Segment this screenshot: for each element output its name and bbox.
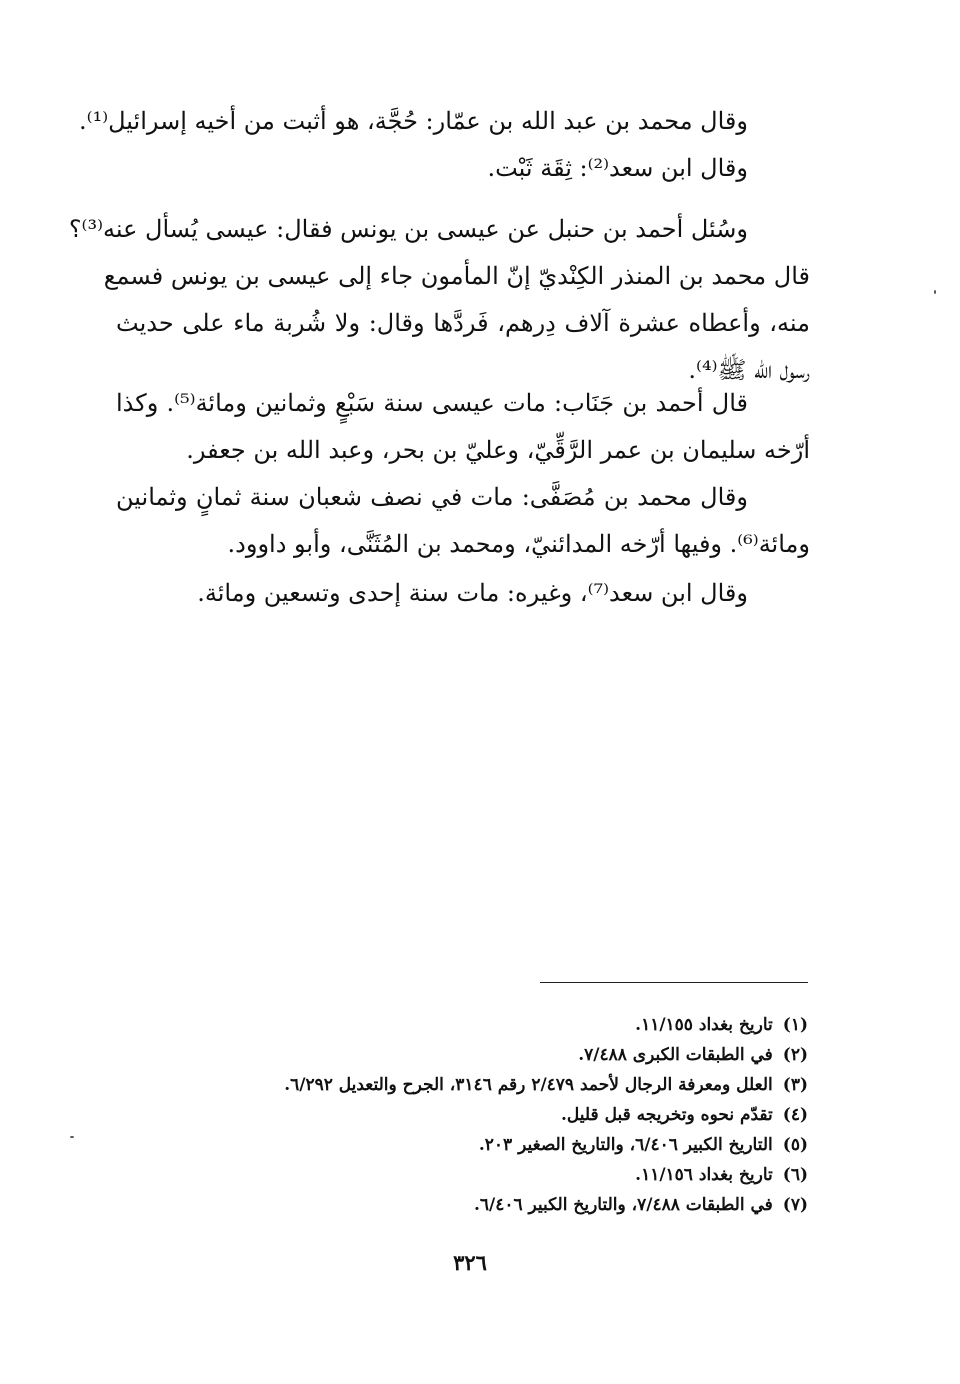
- footnote-text: العلل ومعرفة الرجال لأحمد ٢/٤٧٩ رقم ٣١٤٦، الجرح والتعديل ٦/٢٩٢.: [284, 1075, 773, 1095]
- paragraph-1: [79, 98, 810, 192]
- footnote-number: (٧): [782, 1195, 808, 1215]
- text-line: وسُئل أحمد بن حنبل عن عيسى بن يونس فقال: عيسى يُسأل عنه⁽³⁾؟: [68, 215, 748, 243]
- text-line: وقال ابن سعد⁽⁷⁾، وغيره: مات سنة إحدى وتسعين ومائة.: [197, 579, 748, 607]
- footnote-item: [200, 1070, 808, 1100]
- paragraph-4: [116, 474, 810, 568]
- footnote-item: [200, 1010, 808, 1040]
- footnote-number: (٣): [782, 1075, 808, 1095]
- text-line: أرّخه سليمان بن عمر الرَّقِّيّ، وعليّ بن بحر، وعبد الله بن جعفر.: [186, 436, 810, 464]
- footnote-text: تاريخ بغداد ١١/١٥٦.: [635, 1165, 773, 1185]
- footnote-item: [200, 1130, 808, 1160]
- footnote-number: (٥): [782, 1135, 808, 1155]
- text-line: وقال محمد بن مُصَفَّى: مات في نصف شعبان سنة ثمانٍ وثمانين: [116, 483, 748, 511]
- paragraph-3: [116, 380, 810, 474]
- footnote-number: (٦): [782, 1165, 808, 1185]
- text-line: منه، وأعطاه عشرة آلاف دِرهم، فَردَّها وقال: ولا شُربة ماء على حديث: [116, 309, 811, 337]
- scan-speck: [70, 1136, 74, 1138]
- text-line: ومائة⁽⁶⁾. وفيها أرّخه المدائنيّ، ومحمد بن المُثَنَّى، وأبو داوود.: [227, 530, 810, 558]
- text-line: رسول الله ﷺ⁽⁴⁾.: [688, 356, 810, 384]
- footnote-text: في الطبقات الكبرى ٧/٤٨٨.: [578, 1045, 773, 1065]
- footnotes: [200, 1010, 808, 1220]
- footnote-item: [200, 1160, 808, 1190]
- paragraph-2: [68, 206, 811, 394]
- footnote-text: تقدّم نحوه وتخريجه قبل قليل.: [560, 1105, 773, 1125]
- text-line: قال أحمد بن جَنَاب: مات عيسى سنة سَبْعٍ وثمانين ومائة⁽⁵⁾. وكذا: [116, 389, 748, 417]
- footnote-text: التاريخ الكبير ٦/٤٠٦، والتاريخ الصغير ٢٠٣.: [478, 1135, 773, 1155]
- footnote-text: في الطبقات ٧/٤٨٨، والتاريخ الكبير ٦/٤٠٦.: [473, 1195, 773, 1215]
- scan-speck: [934, 290, 936, 294]
- footnote-text: تاريخ بغداد ١١/١٥٥.: [635, 1015, 773, 1035]
- page-number: ٣٢٦: [453, 1250, 487, 1275]
- footnote-item: [200, 1190, 808, 1220]
- footnote-number: (١): [782, 1015, 808, 1035]
- text-line: وقال ابن سعد⁽²⁾: ثِقَة ثَبْت.: [487, 154, 748, 182]
- text-line: قال محمد بن المنذر الكِنْديّ إنّ المأمون جاء إلى عيسى بن يونس فسمع: [103, 262, 810, 290]
- footnote-item: [200, 1040, 808, 1070]
- footnote-divider: [540, 982, 808, 983]
- footnote-number: (٤): [782, 1105, 808, 1125]
- text-line: وقال محمد بن عبد الله بن عمّار: حُجَّة، هو أثبت من أخيه إسرائيل⁽¹⁾.: [79, 107, 748, 135]
- footnote-number: (٢): [782, 1045, 808, 1065]
- paragraph-5: [116, 570, 810, 617]
- footnote-item: [200, 1100, 808, 1130]
